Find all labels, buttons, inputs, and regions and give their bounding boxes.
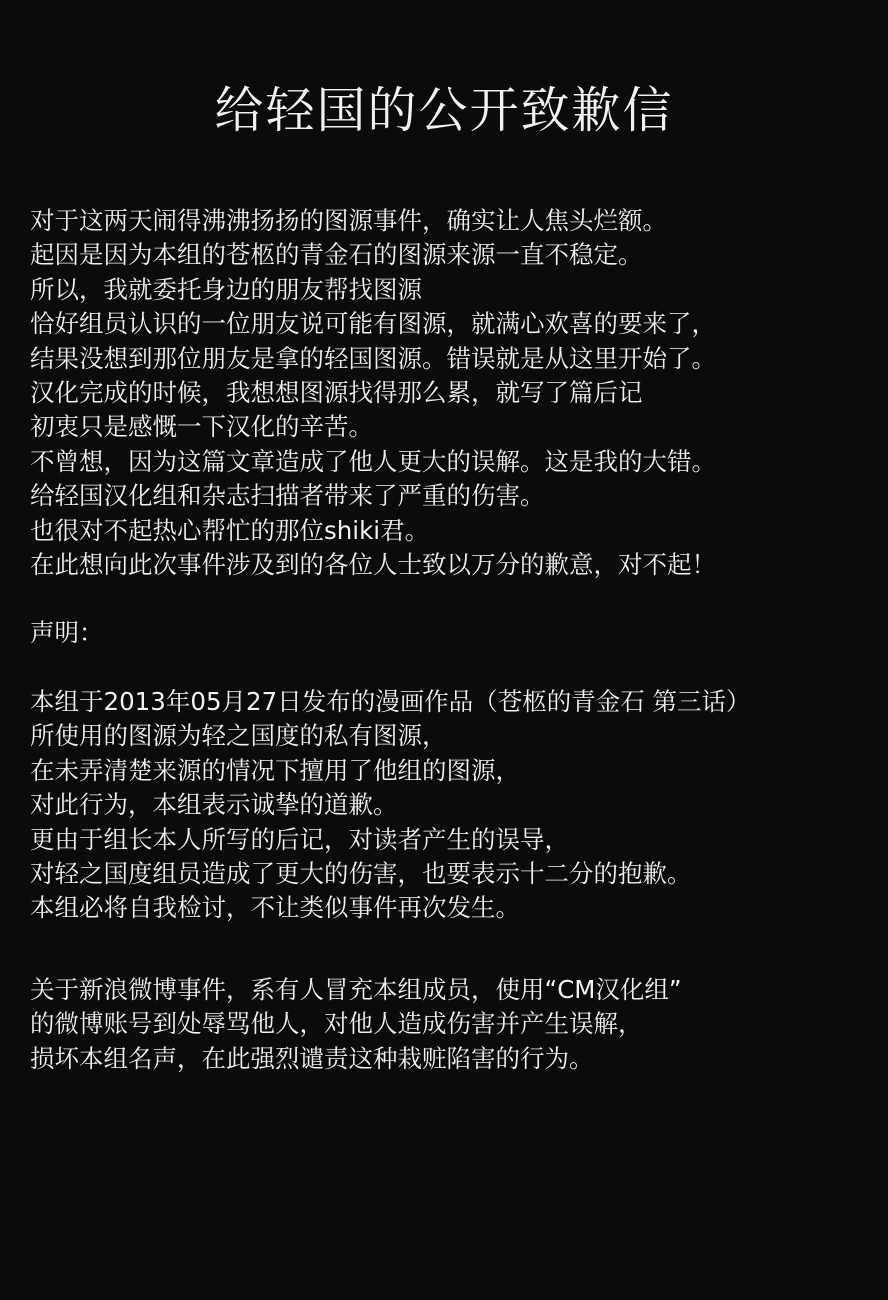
apology-line: 初衷只是感慨一下汉化的辛苦。 <box>30 412 373 442</box>
statement-heading: 声明： <box>30 618 104 648</box>
statement-line: 在未弄清楚来源的情况下擅用了他组的图源， <box>30 755 520 785</box>
apology-line: 不曾想，因为这篇文章造成了他人更大的误解。这是我的大错。 <box>30 446 716 476</box>
statement-paragraph <box>30 685 870 926</box>
page-title: 给轻国的公开致歉信 <box>214 82 674 139</box>
statement-line: 本组必将自我检讨，不让类似事件再次发生。 <box>30 893 520 923</box>
apology-line: 给轻国汉化组和杂志扫描者带来了严重的伤害。 <box>30 481 545 511</box>
weibo-line: 关于新浪微博事件，系有人冒充本组成员，使用“CM汉化组” <box>30 974 682 1004</box>
statement-line: 对此行为，本组表示诚挚的道歉。 <box>30 790 398 820</box>
statement-line: 所使用的图源为轻之国度的私有图源， <box>30 721 447 751</box>
weibo-line: 的微博账号到处辱骂他人，对他人造成伤害并产生误解， <box>30 1009 643 1039</box>
letter-body <box>30 204 870 1076</box>
apology-line: 汉化完成的时候，我想想图源找得那么累，就写了篇后记 <box>30 378 643 408</box>
apology-paragraph <box>30 204 870 582</box>
apology-line: 起因是因为本组的苍柩的青金石的图源来源一直不稳定。 <box>30 240 643 270</box>
paragraph-spacer <box>30 651 870 685</box>
paragraph-spacer <box>30 582 870 616</box>
apology-line: 对于这两天闹得沸沸扬扬的图源事件，确实让人焦头烂额。 <box>30 206 667 235</box>
weibo-paragraph <box>30 973 870 1076</box>
statement-line: 更由于组长本人所写的后记，对读者产生的误导， <box>30 824 569 854</box>
statement-heading-block <box>30 616 870 650</box>
statement-line: 本组于2013年05月27日发布的漫画作品（苍柩的青金石 第三话） <box>30 686 751 716</box>
apology-line: 也很对不起热心帮忙的那位shiki君。 <box>30 515 430 545</box>
apology-line: 结果没想到那位朋友是拿的轻国图源。错误就是从这里开始了。 <box>30 343 716 373</box>
apology-line: 在此想向此次事件涉及到的各位人士致以万分的歉意，对不起！ <box>30 550 716 580</box>
weibo-line: 损坏本组名声，在此强烈谴责这种栽赃陷害的行为。 <box>30 1043 594 1073</box>
apology-line: 恰好组员认识的一位朋友说可能有图源，就满心欢喜的要来了， <box>30 309 716 339</box>
statement-line: 对轻之国度组员造成了更大的伤害，也要表示十二分的抱歉。 <box>30 858 692 888</box>
apology-line: 所以，我就委托身边的朋友帮找图源 <box>30 274 422 304</box>
paragraph-spacer <box>30 926 870 973</box>
